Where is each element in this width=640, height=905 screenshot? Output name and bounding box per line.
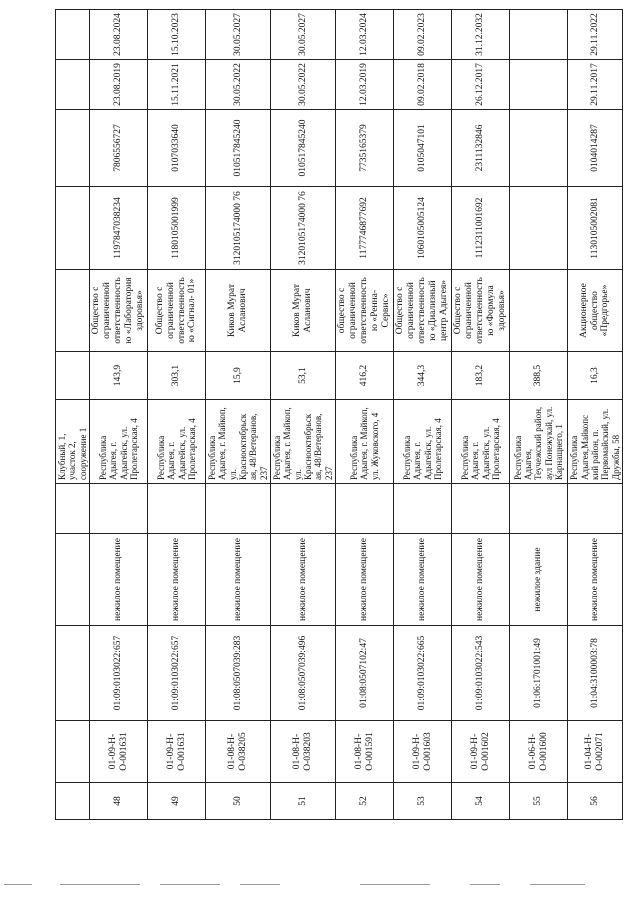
address: Республика Адыгея, г. Адыгейск, ул. Пролетарская, 4 [148,400,206,484]
object-type [56,534,90,626]
date-start: 12.03.2019 [336,60,394,110]
date-end: 12.03.2024 [336,10,394,60]
object-number [90,484,148,534]
date-end: 30.05.2027 [271,10,336,60]
cadastral-number: 01:08:0507039:496 [271,626,336,721]
object-type: нежилое помещение [452,534,510,626]
date-end: 09.02.2023 [394,10,452,60]
table-row [90,10,148,820]
ogrn: 1180105001999 [148,187,206,270]
date-start: 30.05.2022 [206,60,271,110]
scan-marks [0,884,640,890]
table-row [510,10,568,820]
tenant-name: Общество с ограниченной ответственность ю «Сигнал- 01» [148,270,206,352]
registry-code: 01-06-Н-О-001600 [510,721,568,783]
inn: 7806556727 [90,110,148,187]
address: Республика Адыгея, г. Адыгейск, ул. Пролетарская, 4 [394,400,452,484]
row-number: 53 [394,783,452,820]
address: Республика Адыгея, г. Майкоп, ул. Краснооктябрьск ая, 48/Ветеранов, 237 [271,400,336,484]
inn [510,110,568,187]
registry-code: 01-09-Н-О-001602 [452,721,510,783]
table-row [206,10,271,820]
cadastral-number: 01:09:0103022:657 [90,626,148,721]
date-end [56,10,90,60]
object-number [452,484,510,534]
cadastral-number: 01:06:1701001:49 [510,626,568,721]
date-end [510,10,568,60]
registry-code: 01-08-Н-О-038203 [271,721,336,783]
ogrn: 3120105174000 76 [206,187,271,270]
inn: 0105047101 [394,110,452,187]
date-start [56,60,90,110]
table-row [56,10,90,820]
object-type: нежилое помещение [148,534,206,626]
cadastral-number [56,626,90,721]
ogrn: 1060105005124 [394,187,452,270]
inn: 0104014287 [568,110,623,187]
property-table [55,9,623,820]
inn: 2311132846 [452,110,510,187]
area [56,352,90,400]
date-start: 23.08.2019 [90,60,148,110]
inn: 7735165379 [336,110,394,187]
inn [56,110,90,187]
table-row [452,10,510,820]
cadastral-number: 01:08:0507039:283 [206,626,271,721]
ogrn: 1197847038234 [90,187,148,270]
address: Республика Адыгея,Майкопс кий район, п. Первомайский, ул. Дружбы, 58 [568,400,623,484]
date-start: 26.12.2017 [452,60,510,110]
object-number [56,484,90,534]
address: Республика Адыгея, Теучежский район, аул Понежукай, ул. Карнащнего, 1 [510,400,568,484]
address: Клубный, 1, участок 2, сооружение 1 [56,400,90,484]
tenant-name [510,270,568,352]
date-end: 29.11.2022 [568,10,623,60]
registry-code [56,721,90,783]
address: Республика Адыгея, г. Адыгейск, ул. Пролетарская, 4 [452,400,510,484]
table-row [394,10,452,820]
ogrn [510,187,568,270]
inn: 010517845240 [271,110,336,187]
object-type: нежилое помещение [568,534,623,626]
address: Республика Адыгея, г. Майкоп, ул. Краснооктябрьск ая, 48/Ветеранов, 237 [206,400,271,484]
tenant-name: Киков Мурат Асланович [271,270,336,352]
table-row [148,10,206,820]
area: 15,9 [206,352,271,400]
inn: 010517845240 [206,110,271,187]
object-number [206,484,271,534]
area: 344,3 [394,352,452,400]
ogrn [56,187,90,270]
inn: 0107033640 [148,110,206,187]
object-type: нежилое здание [510,534,568,626]
date-start: 30.05.2022 [271,60,336,110]
date-end: 23.08.2024 [90,10,148,60]
object-type: нежилое помещение [206,534,271,626]
address: Республика Адыгея, г. Адыгейск, ул. Пролетарская, 4 [90,400,148,484]
date-end: 30.05.2027 [206,10,271,60]
ogrn: 1130105002081 [568,187,623,270]
date-start [510,60,568,110]
date-start: 09.02.2018 [394,60,452,110]
address: Республика Адыгея, г. Майкоп, ул. Жуковского, 4 [336,400,394,484]
area: 303,1 [148,352,206,400]
object-number [336,484,394,534]
row-number: 51 [271,783,336,820]
area: 143,9 [90,352,148,400]
cadastral-number: 01:04:3100003:78 [568,626,623,721]
cadastral-number: 01:09:0103022:657 [148,626,206,721]
tenant-name: Киков Мурат Асланович [206,270,271,352]
object-type: нежилое помещение [90,534,148,626]
cadastral-number: 01:09:0103022:665 [394,626,452,721]
ogrn: 1112311001692 [452,187,510,270]
object-number [271,484,336,534]
area: 16,3 [568,352,623,400]
tenant-name: Акционерное общество «Предгорье» [568,270,623,352]
date-end: 15.10.2023 [148,10,206,60]
area: 388,5 [510,352,568,400]
date-end: 31.12.2032 [452,10,510,60]
table-row [336,10,394,820]
cadastral-number: 01:09:0103022:543 [452,626,510,721]
registry-code: 01-09-Н-О-001631 [148,721,206,783]
registry-code: 01-09-Н-О-001631 [90,721,148,783]
table-body [56,10,623,820]
tenant-name: Общество с ограниченной ответственность ю «Формула здоровья» [452,270,510,352]
area: 53,1 [271,352,336,400]
object-type: нежилое помещение [336,534,394,626]
registry-code: 01-08-Н-О-001591 [336,721,394,783]
row-number: 49 [148,783,206,820]
registry-code: 01-08-Н-О-038205 [206,721,271,783]
row-number: 52 [336,783,394,820]
registry-code: 01-04-Н-О-002071 [568,721,623,783]
date-start: 29.11.2017 [568,60,623,110]
tenant-name: Общество с ограниченной ответственность ю «Лаборатория здоровья» [90,270,148,352]
object-number [568,484,623,534]
row-number: 56 [568,783,623,820]
table-row [568,10,623,820]
row-number: 50 [206,783,271,820]
object-number [148,484,206,534]
object-type: нежилое помещение [394,534,452,626]
area: 416,2 [336,352,394,400]
tenant-name: Общество с ограниченной ответственность ю «Диализный центр Адыгея» [394,270,452,352]
object-number [510,484,568,534]
cadastral-number: 01:08:0507102:47 [336,626,394,721]
row-number [56,783,90,820]
tenant-name [56,270,90,352]
date-start: 15.11.2021 [148,60,206,110]
row-number: 54 [452,783,510,820]
registry-code: 01-09-Н-О-001603 [394,721,452,783]
object-number [394,484,452,534]
ogrn: 3120105174000 76 [271,187,336,270]
area: 183,2 [452,352,510,400]
object-type: нежилое помещение [271,534,336,626]
row-number: 48 [90,783,148,820]
rotated-page [55,10,621,820]
table-row [271,10,336,820]
ogrn: 1177746877692 [336,187,394,270]
tenant-name: общество с ограниченной ответственность ю «Ренна-Сервис» [336,270,394,352]
row-number: 55 [510,783,568,820]
